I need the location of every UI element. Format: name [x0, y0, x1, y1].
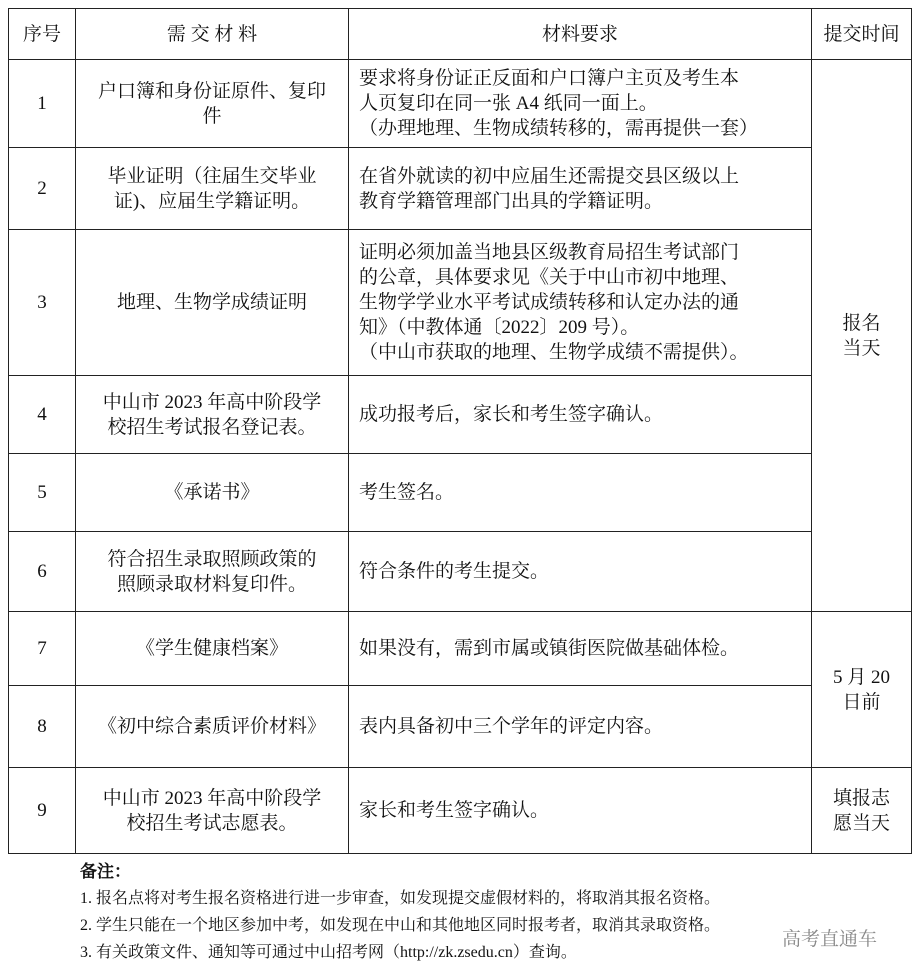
notes — [80, 858, 720, 966]
row-requirement: 家长和考生签字确认。 — [349, 768, 812, 854]
note-item: 3. 有关政策文件、通知等可通过中山招考网（http://zk.zsedu.cn）查询。 — [80, 944, 577, 961]
table-row — [9, 532, 912, 612]
row-material: 《学生健康档案》 — [76, 612, 349, 686]
row-no: 5 — [9, 454, 76, 532]
watermark: 高考直通车 — [782, 928, 878, 950]
header-requirement: 材料要求 — [349, 9, 812, 60]
row-time: 报名 当天 — [812, 60, 912, 612]
header-row — [9, 9, 912, 60]
row-no: 9 — [9, 768, 76, 854]
table-row — [9, 686, 912, 768]
row-requirement: 考生签名。 — [349, 454, 812, 532]
row-no: 6 — [9, 532, 76, 612]
note-item: 2. 学生只能在一个地区参加中考，如发现在中山和其他地区同时报考者，取消其录取资格。 — [80, 917, 721, 934]
header-time: 提交时间 — [812, 9, 912, 60]
row-material: 地理、生物学成绩证明 — [76, 230, 349, 376]
table-row — [9, 612, 912, 686]
row-requirement: 如果没有，需到市属或镇街医院做基础体检。 — [349, 612, 812, 686]
row-requirement: 表内具备初中三个学年的评定内容。 — [349, 686, 812, 768]
materials-table — [8, 8, 912, 854]
row-material: 户口簿和身份证原件、复印 件 — [76, 60, 349, 148]
row-material: 中山市 2023 年高中阶段学 校招生考试报名登记表。 — [76, 376, 349, 454]
row-requirement: 在省外就读的初中应届生还需提交县区级以上 教育学籍管理部门出具的学籍证明。 — [349, 148, 812, 230]
row-requirement: 要求将身份证正反面和户口簿户主页及考生本 人页复印在同一张 A4 纸同一面上。 （办理地理、生物成绩转移的，需再提供一套） — [349, 60, 812, 148]
header-material: 需 交 材 料 — [76, 9, 349, 60]
row-material: 《初中综合素质评价材料》 — [76, 686, 349, 768]
row-time: 5 月 20 日前 — [812, 612, 912, 768]
row-requirement: 证明必须加盖当地县区级教育局招生考试部门 的公章，具体要求见《关于中山市初中地理、 生物学学业水平考试成绩转移和认定办法的通 知》（中教体通〔2022〕209 号）。 （中山市获取的地理、生物学成绩不需提供）。 — [349, 230, 812, 376]
row-material: 中山市 2023 年高中阶段学 校招生考试志愿表。 — [76, 768, 349, 854]
row-requirement: 符合条件的考生提交。 — [349, 532, 812, 612]
row-time: 填报志 愿当天 — [812, 768, 912, 854]
table-row — [9, 148, 912, 230]
table-row — [9, 376, 912, 454]
row-requirement: 成功报考后，家长和考生签字确认。 — [349, 376, 812, 454]
row-no: 1 — [9, 60, 76, 148]
notes-title: 备注： — [80, 862, 131, 881]
row-material: 《承诺书》 — [76, 454, 349, 532]
row-no: 4 — [9, 376, 76, 454]
row-material: 毕业证明（往届生交毕业 证)、应届生学籍证明。 — [76, 148, 349, 230]
row-no: 2 — [9, 148, 76, 230]
table-row — [9, 60, 912, 148]
table-row — [9, 768, 912, 854]
row-material: 符合招生录取照顾政策的 照顾录取材料复印件。 — [76, 532, 349, 612]
note-item: 1. 报名点将对考生报名资格进行进一步审查，如发现提交虚假材料的，将取消其报名资格。 — [80, 890, 721, 907]
row-no: 8 — [9, 686, 76, 768]
row-no: 7 — [9, 612, 76, 686]
row-no: 3 — [9, 230, 76, 376]
table-row — [9, 230, 912, 376]
table-row — [9, 454, 912, 532]
header-no: 序号 — [9, 9, 76, 60]
